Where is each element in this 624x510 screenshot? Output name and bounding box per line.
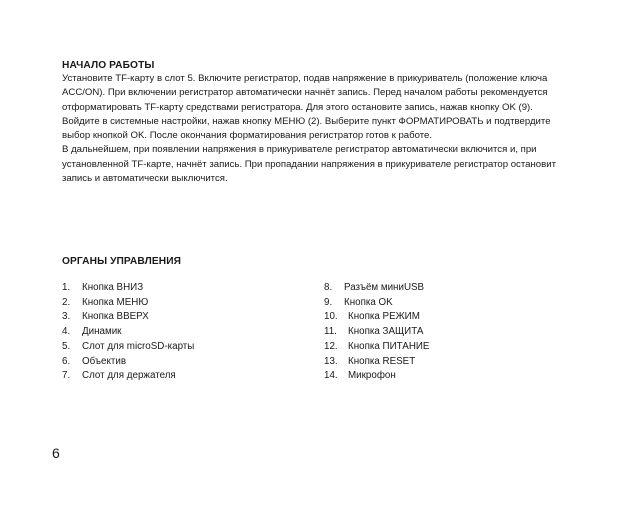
list-item bbox=[62, 296, 292, 311]
list-item-number: 11. bbox=[324, 326, 337, 338]
page-number: 6 bbox=[52, 445, 60, 461]
list-item-number: 3. bbox=[62, 311, 71, 323]
list-item bbox=[324, 340, 554, 355]
list-item-label: Кнопка МЕНЮ bbox=[82, 296, 149, 308]
list-item bbox=[62, 340, 292, 355]
list-item bbox=[62, 281, 292, 296]
list-item-number: 4. bbox=[62, 326, 71, 338]
list-item-label: Разъём миниUSB bbox=[344, 282, 425, 293]
list-item-number: 2. bbox=[62, 296, 71, 308]
list-item-label: Динамик bbox=[82, 326, 122, 338]
list-item-number: 5. bbox=[62, 340, 71, 352]
getting-started-text bbox=[62, 72, 567, 186]
list-item bbox=[324, 281, 554, 296]
section-title-getting-started: НАЧАЛО РАБОТЫ bbox=[62, 60, 155, 71]
list-item-label: Кнопка ПИТАНИЕ bbox=[348, 340, 430, 352]
list-item-number: 9. bbox=[324, 296, 333, 308]
list-item-label: Кнопка ЗАЩИТА bbox=[348, 326, 424, 338]
list-item-label: Кнопка ВНИЗ bbox=[82, 282, 144, 293]
list-item bbox=[324, 310, 554, 325]
list-item-label: Кнопка РЕЖИМ bbox=[348, 311, 420, 323]
list-item-label: Объектив bbox=[82, 355, 127, 367]
list-item bbox=[62, 369, 292, 384]
getting-started-paragraph-1: Установите TF-карту в слот 5. Включите регистратор, подав напряжение в прикуриватель (положение ключа ACC/ON). При включении регистратор автоматически начнёт запись. Перед началом работы рекомендуется отформатировать TF-карту средствами регистратора. Для этого остановите запись, нажав кнопку OK (9). Войдите в системные настройки, нажав кнопку МЕНЮ (2). Выберите пункт ФОРМАТИРОВАТЬ и подтвердите выбор кнопкой OK. После окончания форматирования регистратор готов к работе. bbox=[62, 73, 551, 142]
list-item bbox=[324, 369, 554, 384]
list-item-number: 12. bbox=[324, 340, 338, 352]
getting-started-paragraph-2: В дальнейшем, при появлении напряжения в прикуривателе регистратор автоматически включится и, при установленной TF-карте, начнёт запись. При пропадании напряжения в прикуривателе регистратор остановит запись и автоматически выключится. bbox=[62, 144, 556, 185]
list-item-number: 7. bbox=[62, 370, 71, 382]
list-item-number: 10. bbox=[324, 311, 338, 323]
list-item-number: 13. bbox=[324, 355, 338, 367]
list-item bbox=[324, 325, 554, 340]
section-title-controls: ОРГАНЫ УПРАВЛЕНИЯ bbox=[62, 256, 182, 267]
list-item-label: Кнопка OK bbox=[344, 296, 393, 308]
list-item bbox=[62, 310, 292, 325]
controls-list-right bbox=[324, 281, 554, 384]
list-item-label: Кнопка RESET bbox=[348, 355, 416, 367]
list-item-number: 1. bbox=[62, 282, 71, 293]
list-item-number: 14. bbox=[324, 370, 338, 382]
list-item-number: 6. bbox=[62, 355, 71, 367]
list-item bbox=[62, 325, 292, 340]
list-item bbox=[324, 296, 554, 311]
list-item-label: Кнопка ВВЕРХ bbox=[82, 311, 149, 323]
list-item bbox=[324, 355, 554, 370]
list-item-number: 8. bbox=[324, 282, 333, 293]
list-item-label: Слот для microSD-карты bbox=[82, 340, 195, 352]
list-item-label: Слот для держателя bbox=[82, 370, 176, 382]
list-item-label: Микрофон bbox=[348, 370, 396, 382]
list-item bbox=[62, 355, 292, 370]
controls-list-left bbox=[62, 281, 292, 384]
